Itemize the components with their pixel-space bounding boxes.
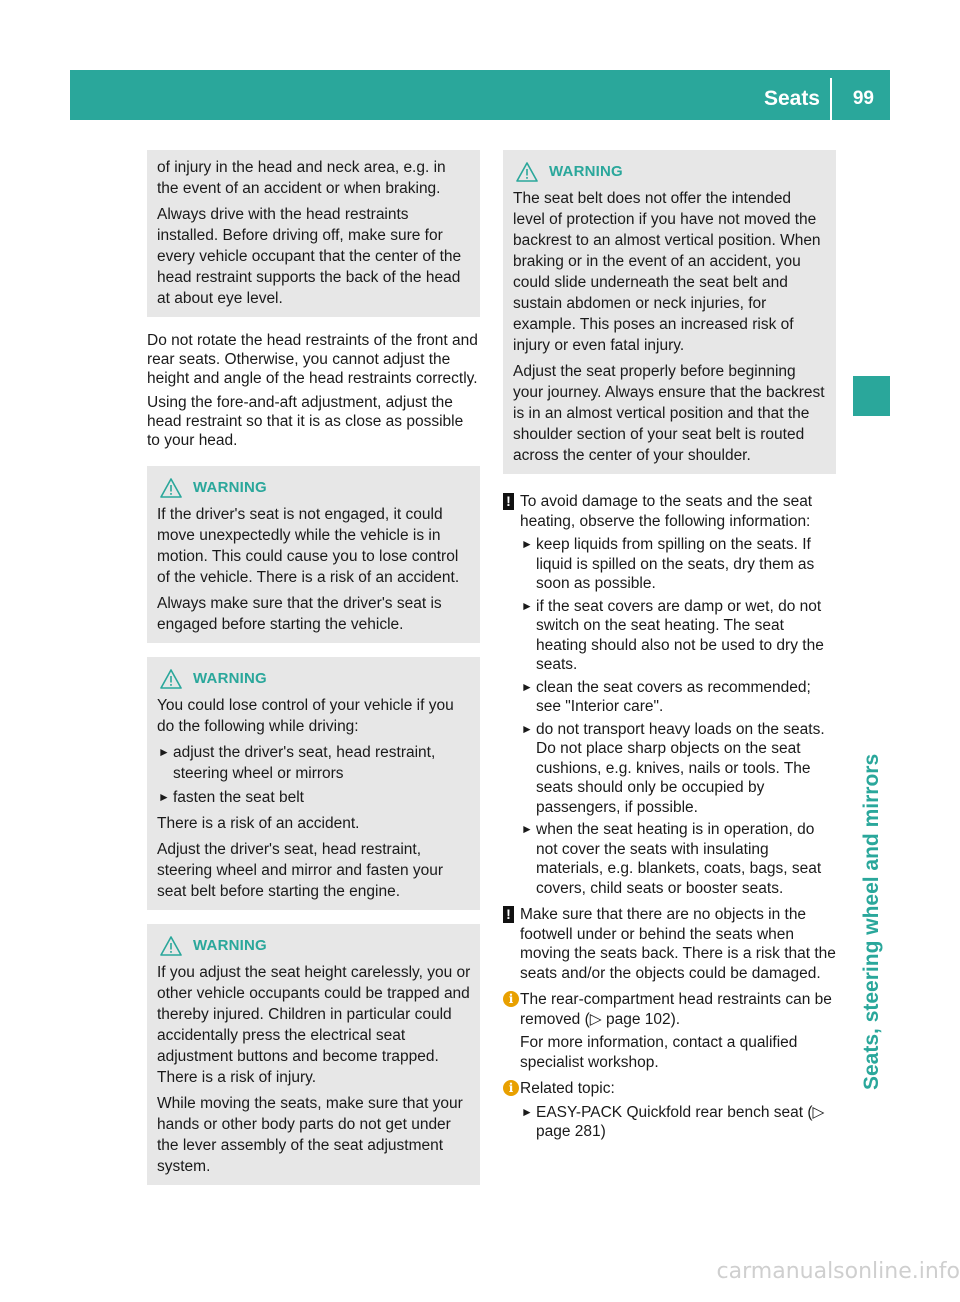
note-text: Related topic: bbox=[520, 1080, 615, 1097]
warning-triangle-icon bbox=[516, 162, 538, 182]
paragraph: Using the fore-and-aft adjustment, adjust the head restraint so that it is as close as possible to your head. bbox=[147, 394, 464, 449]
section-title: Seats bbox=[763, 87, 820, 110]
chapter-label: Seats, steering wheel and mirrors bbox=[860, 753, 883, 1090]
list-item-text: adjust the driver's seat, head restraint, steering wheel or mirrors bbox=[173, 744, 436, 782]
warning-box bbox=[147, 466, 480, 643]
list-item-text: fasten the seat belt bbox=[173, 789, 304, 806]
header-divider bbox=[830, 78, 832, 120]
list-item-text: if the seat covers are damp or wet, do not switch on the seat heating. The seat heating should also not be used to dry the seats. bbox=[536, 597, 824, 673]
warning-title: WARNING bbox=[193, 937, 267, 954]
paragraph: Always make sure that the driver's seat is engaged before starting the vehicle. bbox=[157, 595, 442, 633]
paragraph: There is a risk of an accident. bbox=[157, 815, 360, 832]
list-item bbox=[157, 787, 471, 808]
list-item-text: clean the seat covers as recommended; see "Interior care". bbox=[536, 678, 811, 715]
info-icon: i bbox=[503, 991, 519, 1007]
paragraph: of injury in the head and neck area, e.g. in the event of an accident or when braking. bbox=[157, 159, 446, 197]
paragraph: The seat belt does not offer the intended level of protection if you have not moved the backrest to an almost vertical position. When braking or in the event of an accident, you could slide underneath the seat belt and sustain abdomen or neck injuries, for example. This poses an increased risk of injury or even fatal injury. bbox=[513, 190, 821, 354]
warning-box bbox=[147, 657, 480, 910]
list-item-text: EASY-PACK Quickfold rear bench seat (▷ page 281) bbox=[536, 1103, 825, 1140]
list-item bbox=[520, 720, 836, 818]
bullet-icon: ► bbox=[158, 790, 170, 804]
list-item bbox=[157, 742, 471, 784]
list-item-text: when the seat heating is in operation, do not cover the seats with insulating materials, e.g. blankets, coats, bags, seat covers, child seats or booster seats. bbox=[536, 821, 822, 897]
warning-title: WARNING bbox=[549, 163, 623, 180]
damage-note bbox=[503, 905, 836, 983]
warning-header bbox=[157, 936, 471, 956]
warning-title: WARNING bbox=[193, 670, 267, 687]
list-item bbox=[520, 535, 836, 594]
bullet-icon: ► bbox=[521, 721, 533, 736]
warning-triangle-icon bbox=[160, 669, 182, 689]
warning-triangle-icon bbox=[160, 478, 182, 498]
paragraph: Do not rotate the head restraints of the front and rear seats. Otherwise, you cannot adjust the height and angle of the head restraints correctly. bbox=[147, 332, 478, 387]
bullet-list bbox=[157, 742, 471, 808]
warning-box bbox=[147, 924, 480, 1185]
list-item bbox=[520, 820, 836, 898]
bullet-icon: ► bbox=[521, 822, 533, 836]
paragraph: Always drive with the head restraints installed. Before driving off, make sure for every vehicle occupant that the center of the head restraint supports the back of the head at about eye level. bbox=[157, 206, 462, 307]
list-item[interactable] bbox=[520, 1103, 836, 1142]
warning-header bbox=[513, 162, 827, 182]
left-column bbox=[147, 150, 480, 1199]
bullet-icon: ► bbox=[521, 1104, 533, 1119]
warning-header bbox=[157, 669, 471, 689]
list-item bbox=[520, 678, 836, 717]
info-icon: i bbox=[503, 1080, 519, 1096]
paragraph: While moving the seats, make sure that your hands or other body parts do not get under the lever assembly of the seat adjustment system. bbox=[157, 1095, 463, 1175]
warning-header bbox=[157, 478, 471, 498]
bullet-icon: ► bbox=[521, 679, 533, 694]
watermark: carmanualsonline.info bbox=[716, 1259, 960, 1284]
list-item-text: do not transport heavy loads on the seats. Do not place sharp objects on the seat cushions, e.g. knives, nails or tools. The seats should only be occupied by passengers, if possible. bbox=[536, 720, 825, 816]
exclamation-icon: ! bbox=[503, 493, 514, 510]
bullet-icon: ► bbox=[521, 537, 533, 551]
note-text: To avoid damage to the seats and the seat heating, observe the following information: bbox=[520, 493, 813, 530]
paragraph: If you adjust the seat height carelessly, you or other vehicle occupants could be trapped and thereby injured. Children in particular could accidentally press the electrical seat adjustment buttons and become trapped. There is a risk of injury. bbox=[157, 964, 471, 1086]
warning-box-continued bbox=[147, 150, 480, 317]
bullet-icon: ► bbox=[521, 598, 533, 613]
paragraph: You could lose control of your vehicle if you do the following while driving: bbox=[157, 697, 454, 735]
paragraph: Adjust the driver's seat, head restraint, steering wheel and mirror and fasten your seat belt before starting the engine. bbox=[157, 841, 444, 900]
paragraph: Adjust the seat properly before beginning your journey. Always ensure that the backrest is in an almost vertical position and that the shoulder section of your seat belt is routed across the center of your shoulder. bbox=[513, 363, 825, 464]
right-column bbox=[503, 150, 836, 1149]
warning-title: WARNING bbox=[193, 479, 267, 496]
body-text bbox=[147, 331, 480, 450]
list-item-text: keep liquids from spilling on the seats. If liquid is spilled on the seats, dry them as soon as possible. bbox=[536, 536, 815, 592]
paragraph: If the driver's seat is not engaged, it could move unexpectedly while the vehicle is in motion. This could cause you to lose control of the vehicle. There is a risk of an accident. bbox=[157, 506, 460, 586]
list-item bbox=[520, 597, 836, 675]
exclamation-icon: ! bbox=[503, 906, 514, 923]
bullet-list bbox=[520, 1103, 836, 1142]
page-number: 99 bbox=[852, 88, 874, 109]
warning-box bbox=[503, 150, 836, 474]
warning-triangle-icon bbox=[160, 936, 182, 956]
info-note bbox=[503, 990, 836, 1072]
chapter-tab-marker bbox=[853, 376, 890, 416]
bullet-icon: ► bbox=[158, 745, 170, 759]
note-text: For more information, contact a qualified specialist workshop. bbox=[520, 1034, 798, 1071]
info-note bbox=[503, 1079, 836, 1142]
note-text: Make sure that there are no objects in the footwell under or behind the seats when moving the seats back. There is a risk that the seats and/or the objects could be damaged. bbox=[520, 906, 836, 982]
damage-note bbox=[503, 492, 836, 898]
header-bar bbox=[70, 70, 890, 120]
bullet-list bbox=[520, 535, 836, 898]
note-text: The rear-compartment head restraints can be removed (▷ page 102). bbox=[520, 991, 832, 1028]
